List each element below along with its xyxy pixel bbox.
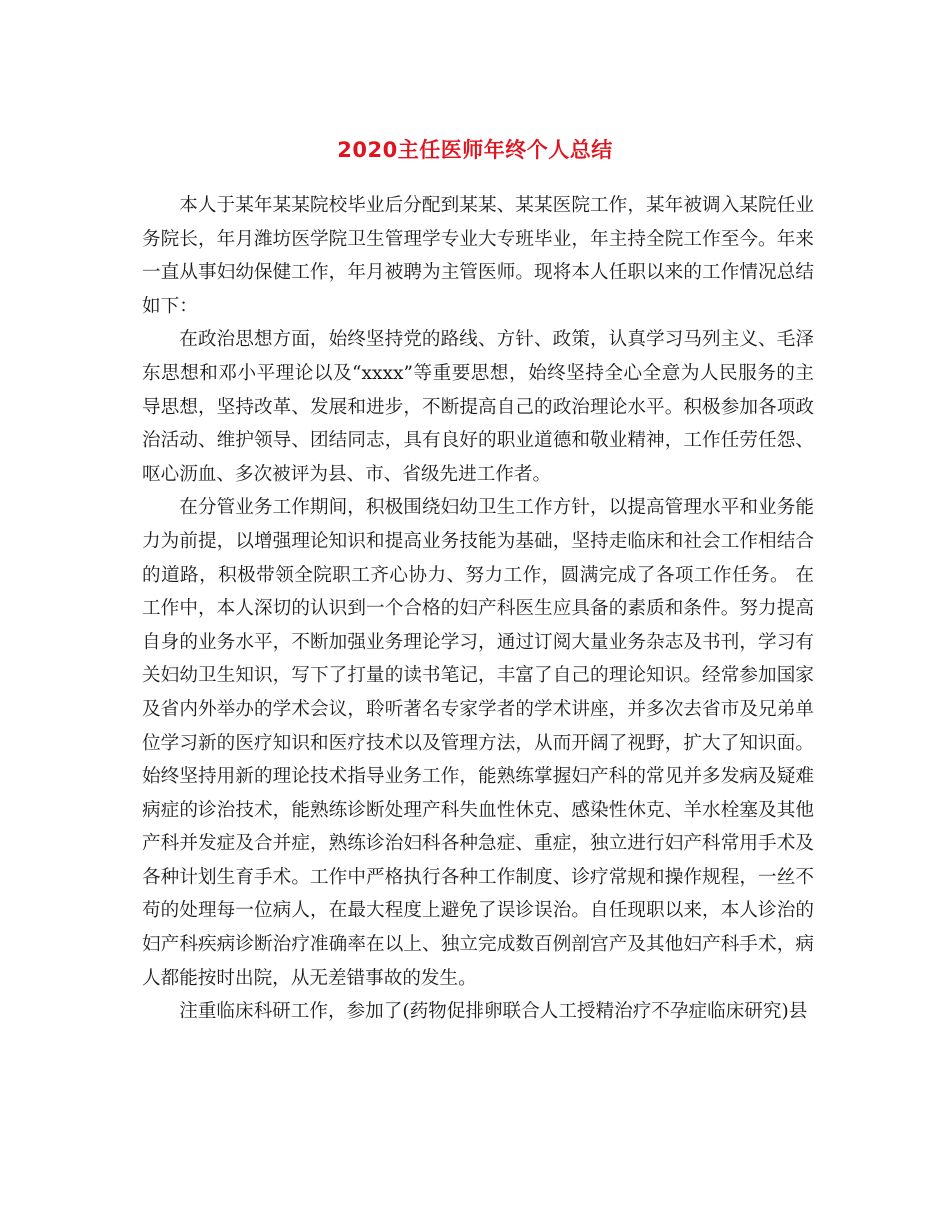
paragraph-intro: 本人于某年某某院校毕业后分配到某某、某某医院工作，某年被调入某院任业务院长，年月潍坊医学院卫生管理学专业大专班毕业，年主持全院工作至今。年来一直从事妇幼保健工作，年月被聘为主管医师。现将本人任职以来的工作情况总结如下： [142,195,814,317]
paragraph-political: 在政治思想方面，始终坚持党的路线、方针、政策，认真学习马列主义、毛泽东思想和邓小平理论以及“xxxx”等重要思想，始终坚持全心全意为人民服务的主导思想，坚持改革、发展和进步，不断提高自己的政治理论水平。积极参加各项政治活动、维护领导、团结同志，具有良好的职业道德和敬业精神，工作任劳任怨、呕心沥血、多次被评为县、市、省级先进工作者。 [142,329,814,485]
document-title: 2020主任医师年终个人总结 [337,138,613,163]
paragraph-business: 在分管业务工作期间，积极围绕妇幼卫生工作方针，以提高管理水平和业务能力为前提，以增强理论知识和提高业务技能为基础，坚持走临床和社会工作相结合的道路，积极带领全院职工齐心协力、努力工作，圆满完成了各项工作任务。 在工作中，本人深切的认识到一个合格的妇产科医生应具备的素质和条件。努力提高自身的业务水平，不断加强业务理论学习，通过订阅大量业务杂志及书刊，学习有关妇幼卫生知识，写下了打量的读书笔记，丰富了自己的理论知识。经常参加国家及省内外举办的学术会议，聆听著名专家学者的学术讲座，并多次去省市及兄弟单位学习新的医疗知识和医疗技术以及管理方法，从而开阔了视野，扩大了知识面。始终坚持用新的理论技术指导业务工作，能熟练掌握妇产科的常见并多发病及疑难病症的诊治技术，能熟练诊断处理产科失血性休克、感染性休克、羊水栓塞及其他产科并发症及合并症，熟练诊治妇科各种急症、重症，独立进行妇产科常用手术及各种计划生育手术。工作中严格执行各种工作制度、诊疗常规和操作规程，一丝不苟的处理每一位病人，在最大程度上避免了误诊误治。自任现职以来，本人诊治的妇产科疾病诊断治疗准确率在以上、独立完成数百例剖宫产及其他妇产科手术，病人都能按时出院，从无差错事故的发生。 [142,497,814,989]
document-body [142,189,814,1029]
paragraph-research: 注重临床科研工作，参加了(药物促排卵联合人工授精治疗不孕症临床研究)县 [179,1001,808,1023]
